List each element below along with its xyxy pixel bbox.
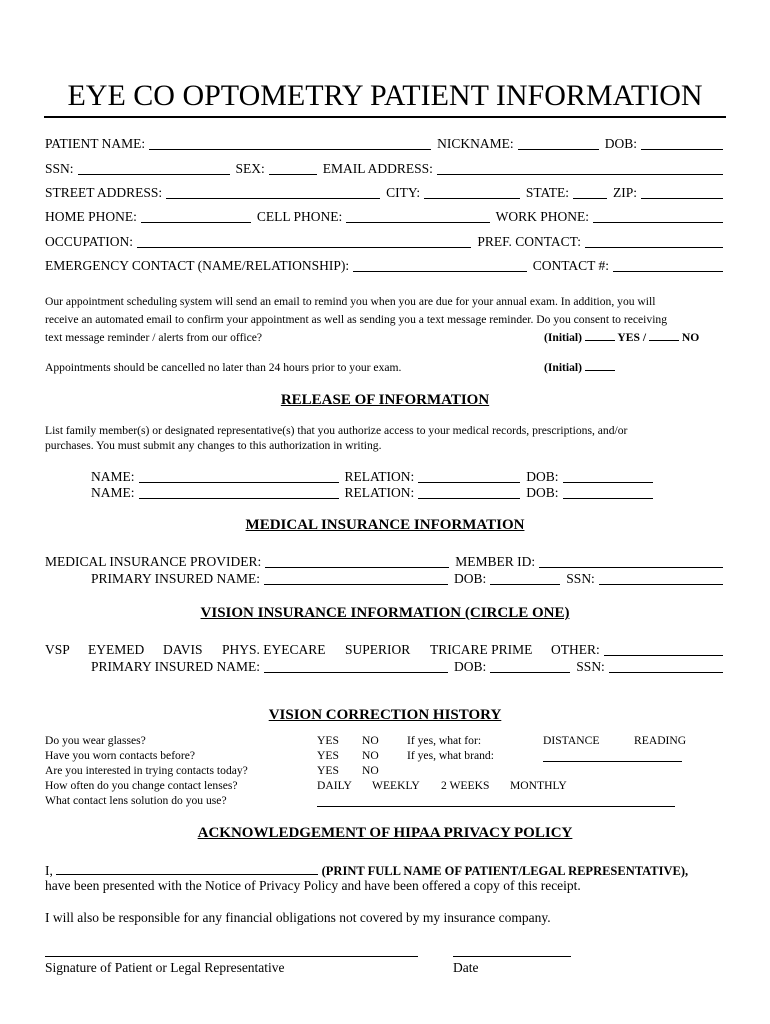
ssn-label: SSN:	[45, 161, 74, 176]
date-label: Date	[453, 960, 479, 975]
option-vsp[interactable]: VSP	[45, 642, 70, 657]
monthly-option[interactable]: MONTHLY	[510, 779, 567, 792]
zip-label: ZIP:	[612, 185, 637, 200]
medical-ssn-label: SSN:	[566, 571, 595, 586]
other-label: OTHER:	[551, 642, 600, 657]
question-glasses: Do you wear glasses?	[45, 734, 146, 747]
release-relation-label: RELATION:	[344, 485, 415, 500]
daily-option[interactable]: DAILY	[317, 779, 352, 792]
vision-other	[551, 641, 723, 659]
pref-contact-field[interactable]	[585, 234, 723, 248]
option-phys-eyecare[interactable]: PHYS. EYECARE	[222, 642, 326, 657]
sex-label: SEX:	[235, 161, 265, 176]
medical-row-1	[45, 553, 723, 571]
release-relation-field[interactable]	[418, 469, 520, 483]
release-relation-label: RELATION:	[344, 469, 415, 484]
medical-ssn-field[interactable]	[599, 571, 723, 585]
home-phone-field[interactable]	[141, 209, 251, 223]
yes-option[interactable]: YES	[317, 764, 339, 777]
dob-label: DOB:	[604, 136, 637, 151]
ssn-field[interactable]	[78, 161, 230, 175]
question-solution: What contact lens solution do you use?	[45, 794, 227, 807]
email-label: EMAIL ADDRESS:	[322, 161, 433, 176]
question-change-frequency: How often do you change contact lenses?	[45, 779, 238, 792]
two-weeks-option[interactable]: 2 WEEKS	[441, 779, 490, 792]
release-name-label: NAME:	[91, 485, 135, 500]
reminder-line-3: text message reminder / alerts from our office?	[45, 331, 263, 344]
emergency-label: EMERGENCY CONTACT (NAME/RELATIONSHIP):	[45, 258, 350, 273]
cancel-text: Appointments should be cancelled no later than 24 hours prior to your exam.	[45, 361, 402, 374]
medical-primary-label: PRIMARY INSURED NAME:	[91, 571, 261, 586]
vision-primary-label: PRIMARY INSURED NAME:	[91, 659, 261, 674]
nickname-field[interactable]	[518, 136, 599, 150]
work-phone-field[interactable]	[593, 209, 723, 223]
home-phone-label: HOME PHONE:	[45, 209, 137, 224]
city-label: CITY:	[386, 185, 421, 200]
patient-name-field[interactable]	[149, 136, 431, 150]
member-id-label: MEMBER ID:	[455, 554, 536, 569]
medical-primary-field[interactable]	[264, 571, 448, 585]
distance-option[interactable]: DISTANCE	[543, 734, 600, 747]
history-table	[45, 734, 735, 814]
cell-phone-field[interactable]	[346, 209, 489, 223]
street-label: STREET ADDRESS:	[45, 185, 163, 200]
patient-row-4	[45, 208, 723, 226]
if-yes-for-label: If yes, what for:	[407, 734, 482, 747]
patient-name-label: PATIENT NAME:	[45, 136, 146, 151]
yes-label: YES /	[617, 331, 647, 344]
release-relation-field[interactable]	[418, 485, 520, 499]
contact-num-field[interactable]	[613, 258, 723, 272]
reminder-line-2: receive an automated email to confirm your appointment as well as sending you a text message reminder. Do you consent to receiving	[45, 313, 668, 326]
cancel-initial	[544, 359, 615, 377]
financial-statement: I will also be responsible for any financial obligations not covered by my insurance company.	[45, 910, 551, 925]
vision-dob-field[interactable]	[490, 659, 570, 673]
release-dob-field[interactable]	[563, 469, 653, 483]
occupation-label: OCCUPATION:	[45, 234, 134, 249]
medical-dob-label: DOB:	[454, 571, 487, 586]
provider-label: MEDICAL INSURANCE PROVIDER:	[45, 554, 262, 569]
page-title: EYE CO OPTOMETRY PATIENT INFORMATION	[67, 79, 703, 112]
reading-option[interactable]: READING	[634, 734, 687, 747]
state-field[interactable]	[573, 185, 607, 199]
print-name-instruction: (PRINT FULL NAME OF PATIENT/LEGAL REPRESENTATIVE),	[321, 864, 689, 878]
release-dob-label: DOB:	[526, 485, 559, 500]
hipaa-heading: ACKNOWLEDGEMENT OF HIPAA PRIVACY POLICY	[197, 825, 573, 841]
contact-num-label: CONTACT #:	[532, 258, 609, 273]
patient-row-2	[45, 160, 723, 178]
signature-field[interactable]	[45, 956, 418, 957]
sex-field[interactable]	[269, 161, 317, 175]
yes-option[interactable]: YES	[317, 734, 339, 747]
patient-row-5	[45, 233, 723, 251]
reminder-line-1: Our appointment scheduling system will send an email to remind you when you are due for your annual exam. In addition, you will	[45, 295, 656, 308]
reminder-consent	[544, 329, 699, 347]
no-label: NO	[681, 331, 700, 344]
no-option[interactable]: NO	[362, 749, 379, 762]
member-id-field[interactable]	[539, 554, 723, 568]
nickname-label: NICKNAME:	[437, 136, 514, 151]
yes-option[interactable]: YES	[317, 749, 339, 762]
release-text-2: purchases. You must submit any changes to this authorization in writing.	[45, 439, 382, 452]
release-name-label: NAME:	[91, 469, 135, 484]
vision-dob-label: DOB:	[454, 659, 487, 674]
cell-phone-label: CELL PHONE:	[256, 209, 343, 224]
state-label: STATE:	[525, 185, 569, 200]
patient-row-3	[45, 184, 723, 202]
patient-row-6	[45, 257, 723, 275]
option-superior[interactable]: SUPERIOR	[345, 642, 411, 657]
i-label: I,	[45, 863, 53, 878]
occupation-field[interactable]	[137, 234, 471, 248]
vision-ins-heading: VISION INSURANCE INFORMATION (CIRCLE ONE)	[200, 605, 570, 621]
question-contacts-before: Have you worn contacts before?	[45, 749, 196, 762]
patient-row-1	[45, 135, 723, 153]
no-option[interactable]: NO	[362, 764, 379, 777]
consent-field[interactable]	[649, 329, 679, 341]
history-heading: VISION CORRECTION HISTORY	[268, 707, 502, 723]
vision-ssn-label: SSN:	[576, 659, 605, 674]
other-field[interactable]	[604, 642, 723, 656]
weekly-option[interactable]: WEEKLY	[372, 779, 420, 792]
zip-field[interactable]	[641, 185, 723, 199]
release-dob-label: DOB:	[526, 469, 559, 484]
if-yes-brand-label: If yes, what brand:	[407, 749, 494, 762]
city-field[interactable]	[424, 185, 520, 199]
medical-row-2	[91, 570, 723, 588]
title-rule	[44, 116, 726, 118]
work-phone-label: WORK PHONE:	[495, 209, 589, 224]
email-field[interactable]	[437, 161, 723, 175]
release-name-field[interactable]	[139, 469, 339, 483]
release-dob-field[interactable]	[563, 485, 653, 499]
solution-field[interactable]	[317, 806, 675, 807]
medical-dob-field[interactable]	[490, 571, 560, 585]
provider-field[interactable]	[265, 554, 449, 568]
cancel-initial-field[interactable]	[585, 359, 615, 371]
initial-field[interactable]	[585, 329, 615, 341]
emergency-field[interactable]	[353, 258, 527, 272]
vision-primary-field[interactable]	[264, 659, 448, 673]
release-text-1: List family member(s) or designated representative(s) that you authorize access to your medical records, prescriptions, and/or	[45, 424, 628, 437]
vision-row-2	[91, 658, 723, 676]
dob-field[interactable]	[641, 136, 723, 150]
date-field[interactable]	[453, 956, 571, 957]
pref-contact-label: PREF. CONTACT:	[477, 234, 581, 249]
option-eyemed[interactable]: EYEMED	[88, 642, 145, 657]
medical-heading: MEDICAL INSURANCE INFORMATION	[245, 517, 525, 533]
signature-label: Signature of Patient or Legal Representative	[45, 960, 285, 975]
hipaa-presented: have been presented with the Notice of Privacy Policy and have been offered a copy of this receipt.	[45, 878, 581, 893]
release-row-2	[91, 484, 653, 502]
brand-field[interactable]	[543, 761, 682, 762]
option-tricare-prime[interactable]: TRICARE PRIME	[430, 642, 533, 657]
question-try-contacts: Are you interested in trying contacts today?	[45, 764, 248, 777]
cancel-initial-label: (Initial)	[544, 361, 583, 374]
release-name-field[interactable]	[139, 485, 339, 499]
option-davis[interactable]: DAVIS	[163, 642, 203, 657]
initial-label: (Initial)	[544, 331, 583, 344]
no-option[interactable]: NO	[362, 734, 379, 747]
print-name-field[interactable]	[56, 861, 318, 875]
vision-ssn-field[interactable]	[609, 659, 723, 673]
release-heading: RELEASE OF INFORMATION	[280, 392, 490, 408]
street-field[interactable]	[166, 185, 380, 199]
